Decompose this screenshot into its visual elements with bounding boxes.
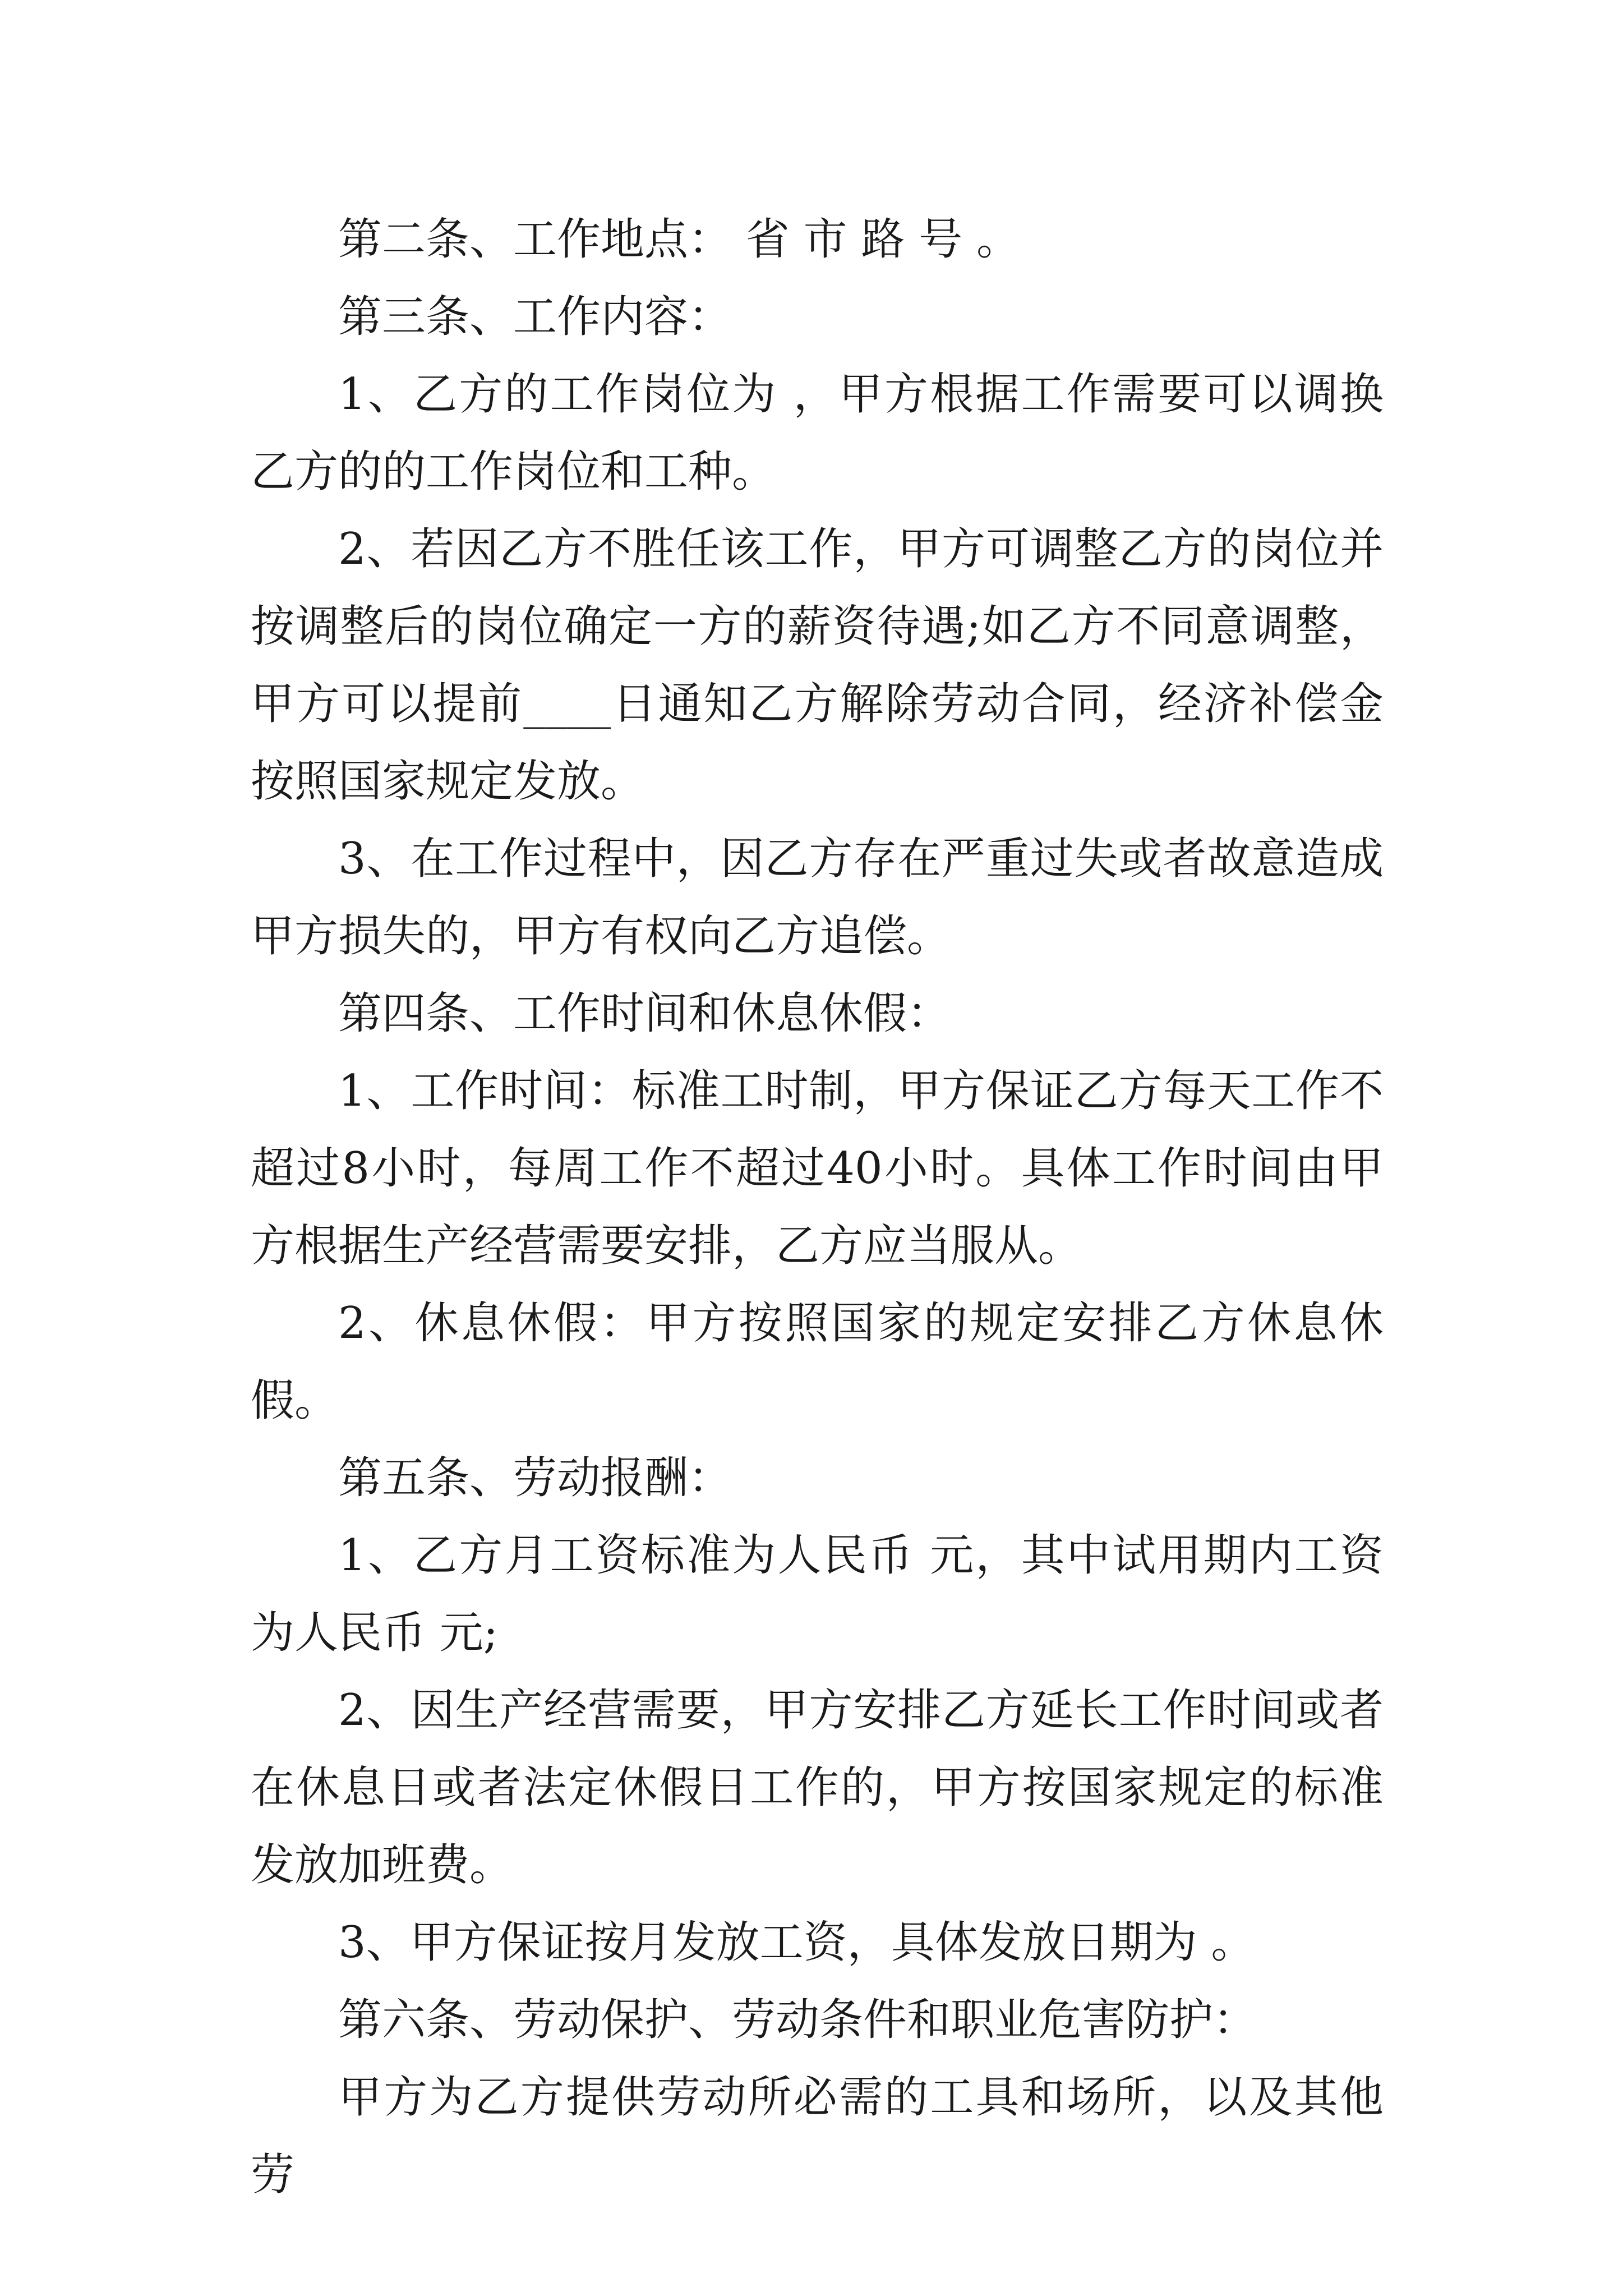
article-3-item-3: 3、在工作过程中，因乙方存在严重过失或者故意造成甲方损失的，甲方有权向乙方追偿。 <box>251 834 1384 961</box>
article-3-heading: 第三条、工作内容： <box>338 292 732 342</box>
article-5-item-1: 1、乙方月工资标准为人民币 元，其中试用期内工资为人民币 元; <box>251 1530 1384 1658</box>
article-5-item-2: 2、因生产经营需要，甲方安排乙方延长工作时间或者在休息日或者法定休假日工作的，甲方按国家规定的标准发放加班费。 <box>251 1685 1384 1890</box>
article-6-heading: 第六条、劳动保护、劳动条件和职业危害防护： <box>338 1995 1257 2045</box>
article-3-item-2: 2、若因乙方不胜任该工作，甲方可调整乙方的岗位并按调整后的岗位确定一方的薪资待遇;如乙方不同意调整，甲方可以提前____日通知乙方解除劳动合同，经济补偿金按照国家规定发放。 <box>251 524 1384 807</box>
article-5-item-3: 3、甲方保证按月发放工资，具体发放日期为 。 <box>338 1917 1255 1968</box>
document-body <box>251 201 1384 2214</box>
article-4-item-2: 2、休息休假：甲方按照国家的规定安排乙方休息休假。 <box>251 1298 1384 1426</box>
article-2-workplace: 第二条、工作地点： 省 市 路 号 。 <box>338 214 1020 265</box>
article-3-item-1: 1、乙方的工作岗位为 ，甲方根据工作需要可以调换乙方的的工作岗位和工种。 <box>251 369 1384 497</box>
article-4-item-1: 1、工作时间：标准工时制，甲方保证乙方每天工作不超过8小时，每周工作不超过40小时。具体工作时间由甲方根据生产经营需要安排，乙方应当服从。 <box>251 1066 1384 1271</box>
article-6-body: 甲方为乙方提供劳动所必需的工具和场所，以及其他劳 <box>251 2072 1384 2200</box>
article-5-heading: 第五条、劳动报酬： <box>338 1453 732 1503</box>
article-4-heading: 第四条、工作时间和休息休假： <box>338 988 951 1039</box>
